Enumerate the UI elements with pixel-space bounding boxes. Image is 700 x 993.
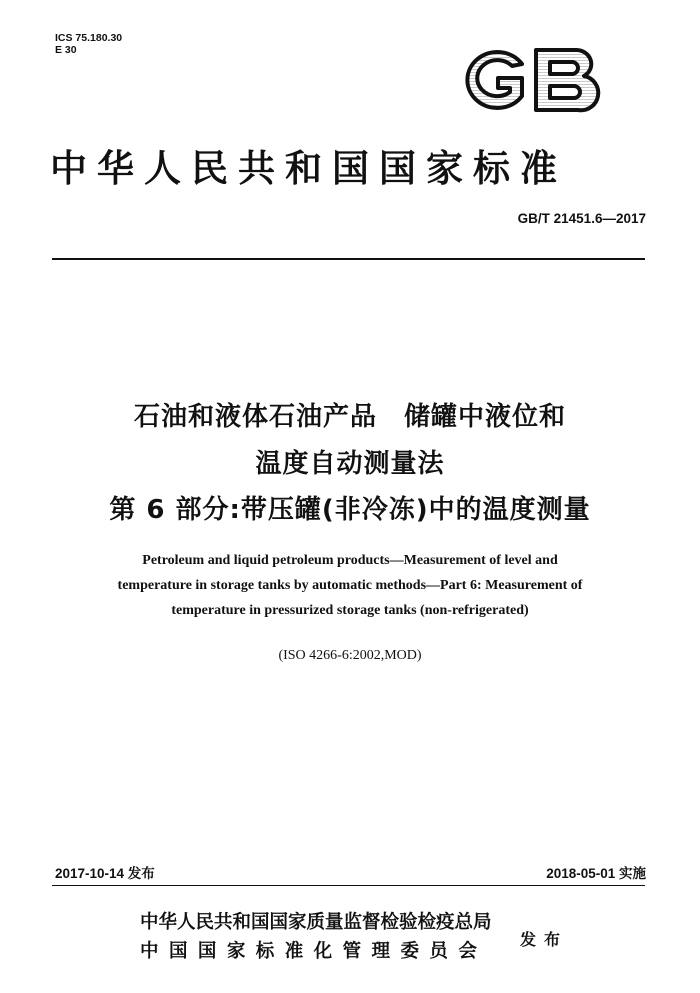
logo-letter-b xyxy=(536,50,598,110)
implementation-date: 2018-05-01 实施 xyxy=(546,866,646,881)
footer-divider xyxy=(52,885,645,886)
en-title-line-3: temperature in pressurized storage tanks (non-refrigerated) xyxy=(171,603,529,618)
en-title-line-1: Petroleum and liquid petroleum products—Measurement of level and xyxy=(142,553,558,568)
gb-logo xyxy=(458,44,604,116)
standard-category-title: 中华人民共和国国家标准 xyxy=(50,147,567,190)
cn-title-line-2: 温度自动测量法 xyxy=(255,449,445,479)
standard-number: GB/T 21451.6—2017 xyxy=(517,211,646,226)
cn-title-line-3: 第 6 部分:带压罐(非冷冻)中的温度测量 xyxy=(109,495,591,525)
cn-title-line-1: 石油和液体石油产品 储罐中液位和 xyxy=(133,402,566,432)
issue-date: 2017-10-14 发布 xyxy=(55,866,155,881)
issuer-line-2: 中 国 国 家 标 准 化 管 理 委 员 会 xyxy=(140,941,479,962)
en-title-line-2: temperature in storage tanks by automatic methods—Part 6: Measurement of xyxy=(117,578,583,593)
iso-reference: (ISO 4266-6:2002,MOD) xyxy=(278,648,422,663)
header-divider xyxy=(52,258,645,260)
logo-letter-g xyxy=(467,52,522,108)
issue-label: 发布 xyxy=(520,930,569,949)
ccs-code: E 30 xyxy=(55,44,77,56)
ics-code: ICS 75.180.30 xyxy=(55,32,123,44)
issuer-line-1: 中华人民共和国国家质量监督检验检疫总局 xyxy=(140,912,492,933)
classification-codes xyxy=(55,32,122,56)
en-title xyxy=(40,548,660,623)
